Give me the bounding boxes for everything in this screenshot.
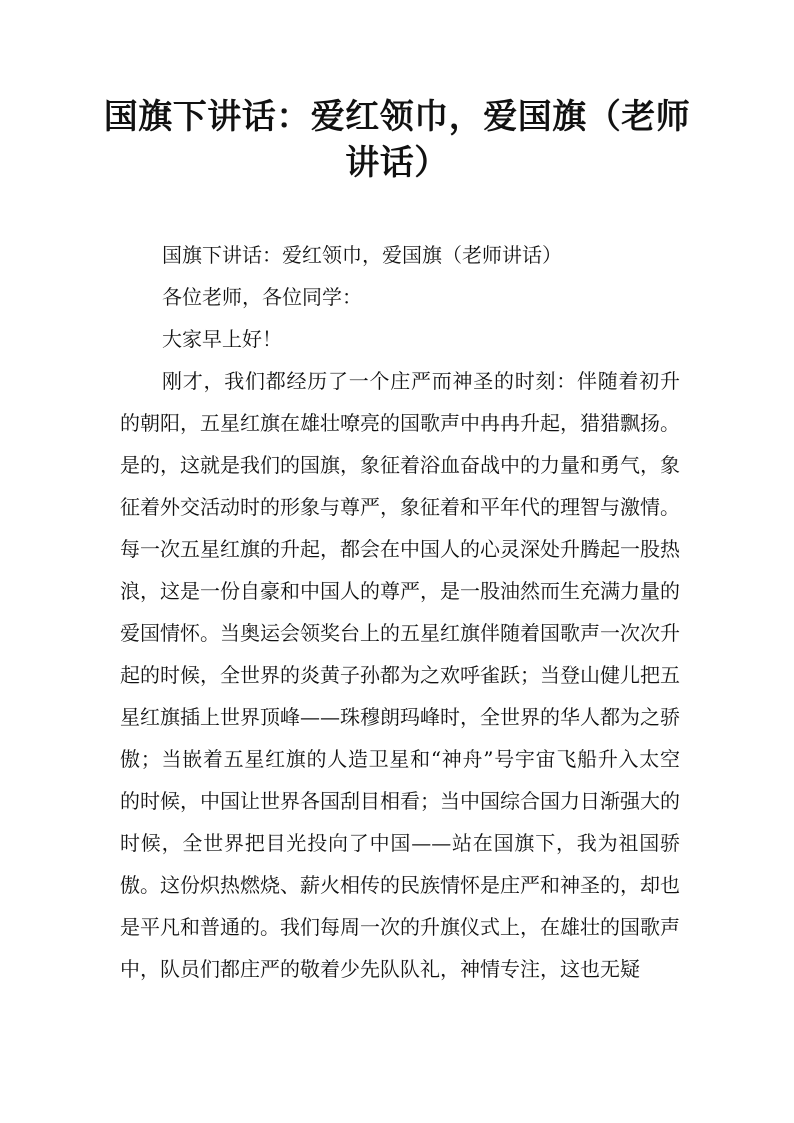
document-body (120, 234, 680, 990)
paragraph-heading-repeat: 国旗下讲话：爱红领巾，爱国旗（老师讲话） (162, 243, 562, 267)
paragraph-salutation: 各位老师，各位同学： (162, 285, 362, 309)
paragraph-main: 刚才，我们都经历了一个庄严而神圣的时刻：伴随着初升的朝阳，五星红旗在雄壮嘹亮的国歌声中冉冉升起，猎猎飘扬。是的，这就是我们的国旗，象征着浴血奋战中的力量和勇气，象征着外交活动时的形象与尊严，象征着和平年代的理智与激情。每一次五星红旗的升起，都会在中国人的心灵深处升腾起一股热浪，这是一份自豪和中国人的尊严，是一股油然而生充满力量的爱国情怀。当奥运会领奖台上的五星红旗伴随着国歌声一次次升起的时候，全世界的炎黄子孙都为之欢呼雀跃；当登山健儿把五星红旗插上世界顶峰——珠穆朗玛峰时，全世界的华人都为之骄傲；当嵌着五星红旗的人造卫星和“神舟”号宇宙飞船升入太空的时候，中国让世界各国刮目相看；当中国综合国力日渐强大的时候，全世界把目光投向了中国——站在国旗下，我为祖国骄傲。这份炽热燃烧、薪火相传的民族情怀是庄严和神圣的，却也是平凡和普通的。我们每周一次的升旗仪式上，在雄壮的国歌声中，队员们都庄严的敬着少先队队礼，神情专注，这也无疑 (120, 369, 680, 981)
document-title: 国旗下讲话：爱红领巾，爱国旗（老师讲话） (103, 97, 691, 183)
paragraph-greeting: 大家早上好！ (162, 327, 282, 351)
